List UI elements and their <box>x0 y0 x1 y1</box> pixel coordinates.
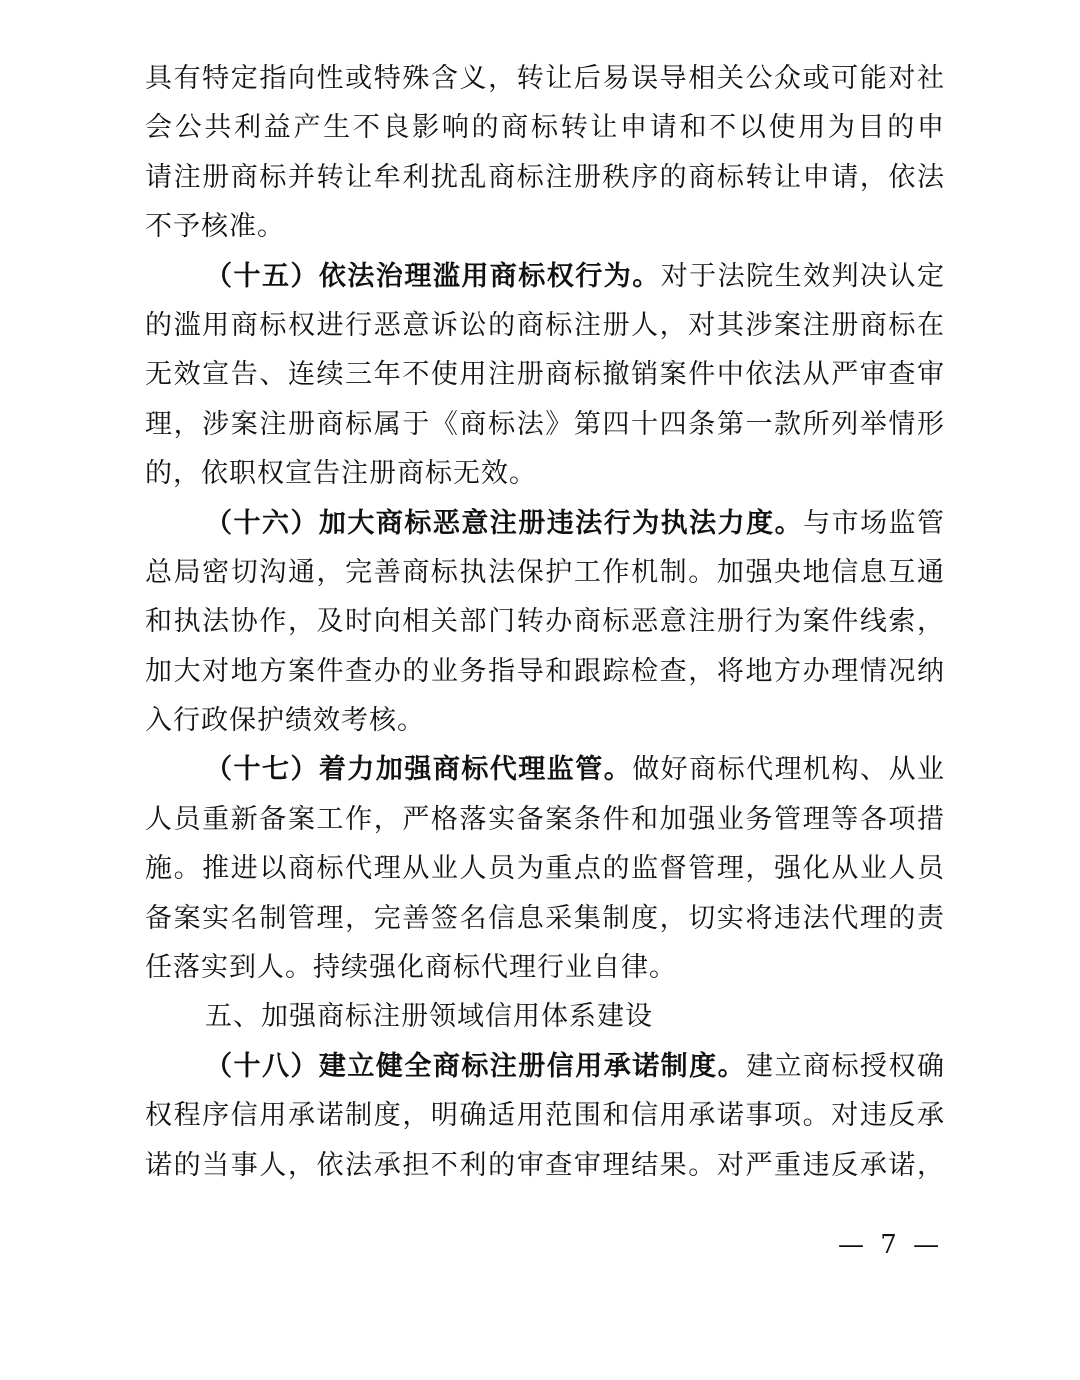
text-line: 的滥用商标权进行恶意诉讼的商标注册人，对其涉案注册商标在 <box>145 309 945 341</box>
text-line: 任落实到人。持续强化商标代理行业自律。 <box>145 952 677 984</box>
text-span: 与市场监管 <box>803 507 945 539</box>
text-line <box>145 1042 945 1091</box>
paragraph-17 <box>145 745 945 992</box>
text-line: 备案实名制管理，完善签名信息采集制度，切实将违法代理的责 <box>145 902 945 934</box>
paragraph-18 <box>145 1042 945 1190</box>
text-line <box>145 499 945 548</box>
text-line: 的，依职权宣告注册商标无效。 <box>145 458 537 490</box>
text-line: 具有特定指向性或特殊含义，转让后易误导相关公众或可能对社 <box>145 63 945 94</box>
page-number: — 7 — <box>838 1230 944 1260</box>
text-span: 做好商标代理机构、从业 <box>632 754 945 786</box>
text-line: 权程序信用承诺制度，明确适用范围和信用承诺事项。对违反承 <box>145 1100 945 1132</box>
text-line: 和执法协作，及时向相关部门转办商标恶意注册行为案件线索， <box>145 606 945 638</box>
paragraph-16 <box>145 499 945 746</box>
paragraph-lead: （十八）建立健全商标注册信用承诺制度。 <box>205 1050 747 1082</box>
paragraph-continuation <box>145 54 945 252</box>
text-span: 建立商标授权确 <box>746 1050 945 1082</box>
text-line: 不予核准。 <box>145 211 285 243</box>
text-line: 诺的当事人，依法承担不利的审查审理结果。对严重违反承诺， <box>145 1149 945 1181</box>
text-line: 人员重新备案工作，严格落实备案条件和加强业务管理等各项措 <box>145 803 945 835</box>
text-line: 会公共利益产生不良影响的商标转让申请和不以使用为目的申 <box>145 112 945 144</box>
section-heading: 五、加强商标注册领域信用体系建设 <box>205 1001 653 1033</box>
paragraph-lead: （十六）加大商标恶意注册违法行为执法力度。 <box>205 507 804 539</box>
text-line <box>145 745 945 794</box>
paragraph-lead: （十五）依法治理滥用商标权行为。 <box>205 260 661 292</box>
text-line: 请注册商标并转让牟利扰乱商标注册秩序的商标转让申请，依法 <box>145 161 945 193</box>
text-line: 加大对地方案件查办的业务指导和跟踪检查，将地方办理情况纳 <box>145 655 945 687</box>
paragraph-15 <box>145 252 945 499</box>
text-line: 入行政保护绩效考核。 <box>145 705 425 737</box>
document-body <box>145 54 945 1190</box>
paragraph-lead: （十七）着力加强商标代理监管。 <box>205 754 633 786</box>
text-line: 施。推进以商标代理从业人员为重点的监督管理，强化从业人员 <box>145 853 945 885</box>
text-line: 无效宣告、连续三年不使用注册商标撤销案件中依法从严审查审 <box>145 359 945 391</box>
text-line <box>145 252 945 301</box>
text-line: 总局密切沟通，完善商标执法保护工作机制。加强央地信息互通 <box>145 556 945 588</box>
text-line: 理，涉案注册商标属于《商标法》第四十四条第一款所列举情形 <box>145 408 945 440</box>
text-span: 对于法院生效判决认定 <box>660 260 945 292</box>
